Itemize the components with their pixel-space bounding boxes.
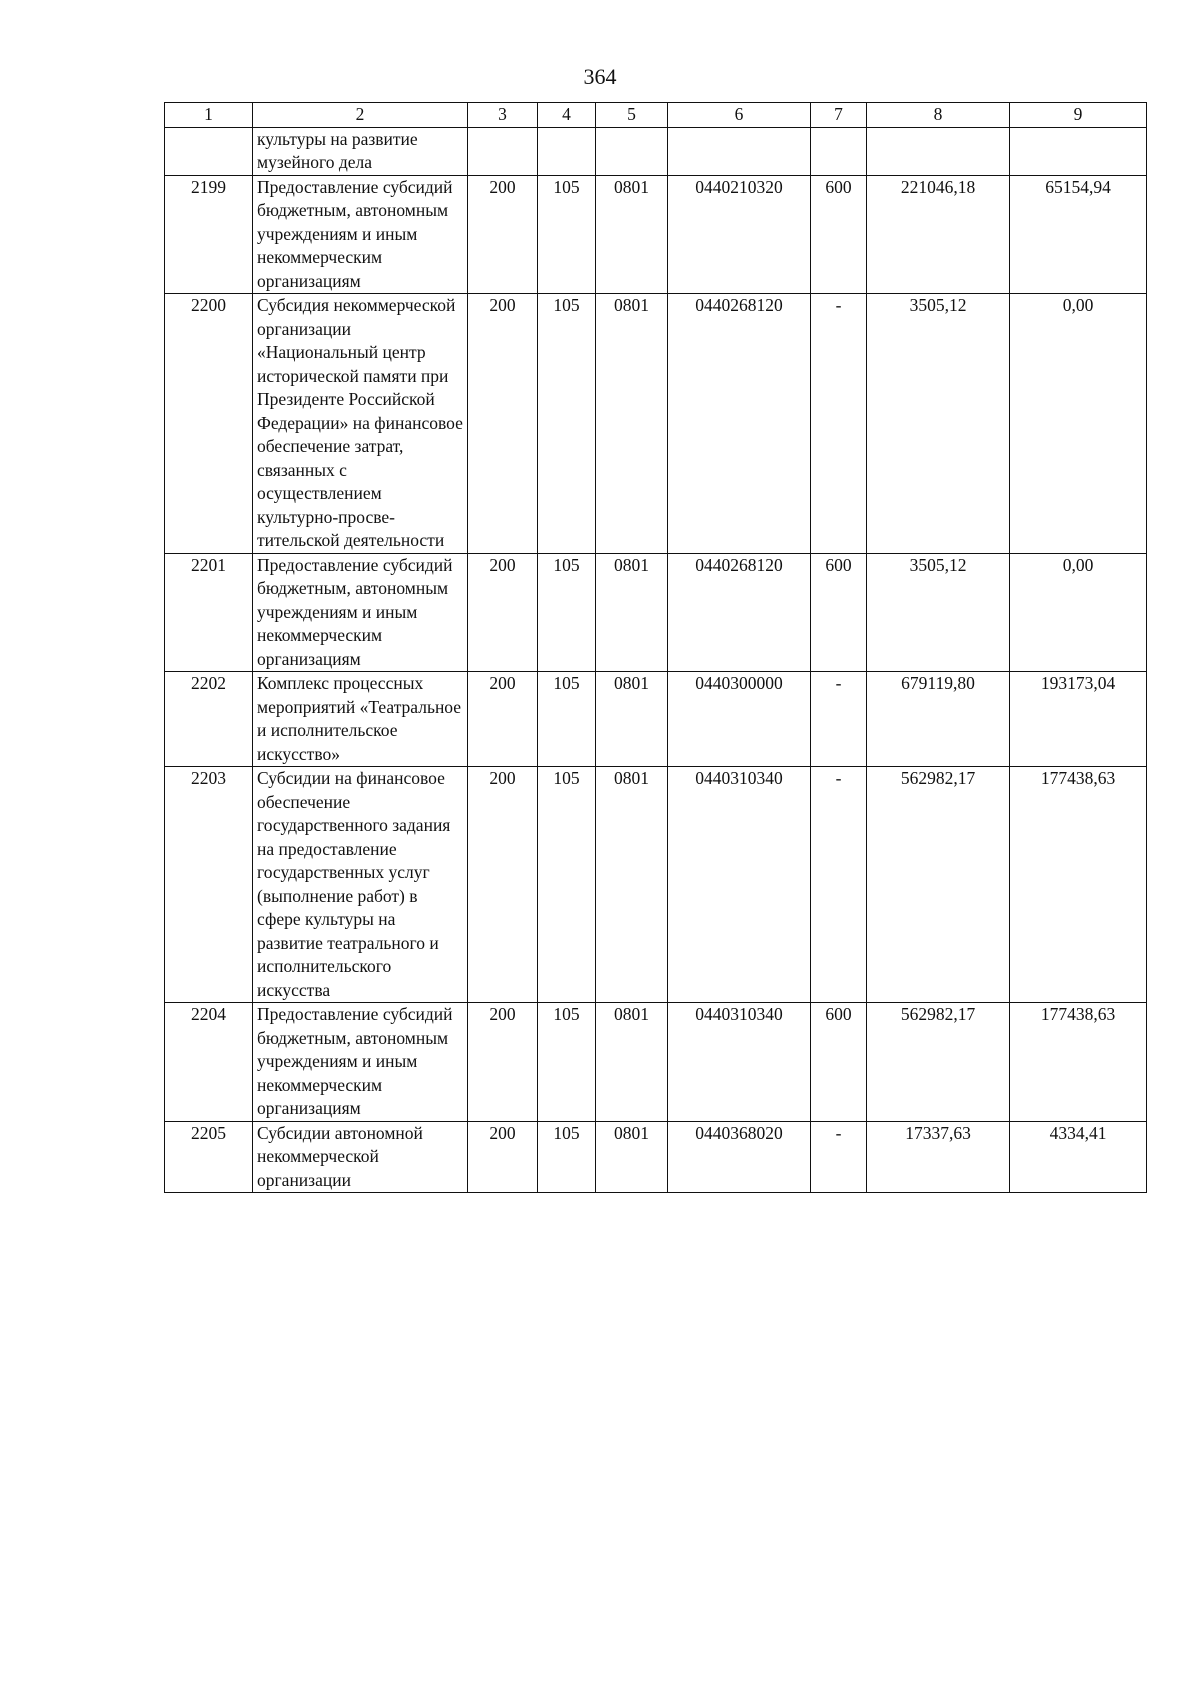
amount-cell: 177438,63 — [1010, 1003, 1147, 1122]
amount-cell: 3505,12 — [867, 553, 1010, 672]
target-article-cell — [668, 127, 811, 175]
target-article-cell: 0440268120 — [668, 553, 811, 672]
column-header: 5 — [596, 103, 668, 128]
description-cell: Субсидия некоммерческой организации «Национальный центр исторической памяти при Президенте Российской Федерации» на финансовое обеспечение затрат, связанных с осуществлением культурно-просве-тительской деятельности — [253, 294, 468, 554]
row-number-cell: 2204 — [165, 1003, 253, 1122]
description-cell: культуры на развитие музейного дела — [253, 127, 468, 175]
amount-cell: 3505,12 — [867, 294, 1010, 554]
section-cell: 0801 — [596, 1003, 668, 1122]
column-header: 9 — [1010, 103, 1147, 128]
code-cell: 105 — [538, 767, 596, 1003]
table-row — [165, 1121, 1147, 1193]
target-article-cell: 0440300000 — [668, 672, 811, 767]
code-cell: 105 — [538, 294, 596, 554]
description-cell: Предоставление субсидий бюджетным, автономным учреждениям и иным некоммерческим организациям — [253, 1003, 468, 1122]
row-number-cell: 2202 — [165, 672, 253, 767]
table-row — [165, 1003, 1147, 1122]
section-cell: 0801 — [596, 553, 668, 672]
code-cell: 200 — [468, 672, 538, 767]
code-cell: 105 — [538, 175, 596, 294]
code-cell: 200 — [468, 175, 538, 294]
amount-cell: 193173,04 — [1010, 672, 1147, 767]
code-cell: 200 — [468, 767, 538, 1003]
amount-cell: 562982,17 — [867, 1003, 1010, 1122]
description-cell: Комплекс процессных мероприятий «Театральное и исполнительское искусство» — [253, 672, 468, 767]
table-row — [165, 553, 1147, 672]
expense-type-cell: 600 — [811, 553, 867, 672]
code-cell: 200 — [468, 1121, 538, 1193]
expense-type-cell — [811, 127, 867, 175]
expense-type-cell: 600 — [811, 175, 867, 294]
amount-cell: 177438,63 — [1010, 767, 1147, 1003]
column-header: 3 — [468, 103, 538, 128]
description-cell: Предоставление субсидий бюджетным, автономным учреждениям и иным некоммерческим организациям — [253, 175, 468, 294]
description-cell: Субсидии автономной некоммерческой организации — [253, 1121, 468, 1193]
target-article-cell: 0440210320 — [668, 175, 811, 294]
amount-cell — [1010, 127, 1147, 175]
amount-cell: 4334,41 — [1010, 1121, 1147, 1193]
code-cell — [538, 127, 596, 175]
amount-cell: 679119,80 — [867, 672, 1010, 767]
section-cell: 0801 — [596, 294, 668, 554]
row-number-cell: 2201 — [165, 553, 253, 672]
amount-cell: 17337,63 — [867, 1121, 1010, 1193]
code-cell: 200 — [468, 553, 538, 672]
amount-cell: 0,00 — [1010, 553, 1147, 672]
table-row — [165, 672, 1147, 767]
budget-table — [164, 102, 1147, 1193]
header-row — [165, 103, 1147, 128]
expense-type-cell: - — [811, 1121, 867, 1193]
target-article-cell: 0440268120 — [668, 294, 811, 554]
row-number-cell — [165, 127, 253, 175]
section-cell: 0801 — [596, 767, 668, 1003]
table-row — [165, 294, 1147, 554]
table-row — [165, 175, 1147, 294]
section-cell: 0801 — [596, 672, 668, 767]
column-header: 2 — [253, 103, 468, 128]
description-cell: Субсидии на финансовое обеспечение государственного задания на предоставление государственных услуг (выполнение работ) в сфере культуры на развитие театрального и исполнительского искусства — [253, 767, 468, 1003]
code-cell: 105 — [538, 672, 596, 767]
amount-cell: 65154,94 — [1010, 175, 1147, 294]
description-cell: Предоставление субсидий бюджетным, автономным учреждениям и иным некоммерческим организациям — [253, 553, 468, 672]
expense-type-cell: - — [811, 294, 867, 554]
column-header: 4 — [538, 103, 596, 128]
target-article-cell: 0440310340 — [668, 767, 811, 1003]
target-article-cell: 0440368020 — [668, 1121, 811, 1193]
amount-cell: 221046,18 — [867, 175, 1010, 294]
column-header: 6 — [668, 103, 811, 128]
expense-type-cell: - — [811, 767, 867, 1003]
code-cell: 200 — [468, 294, 538, 554]
section-cell: 0801 — [596, 1121, 668, 1193]
section-cell: 0801 — [596, 175, 668, 294]
code-cell: 105 — [538, 1121, 596, 1193]
expense-type-cell: 600 — [811, 1003, 867, 1122]
column-header: 8 — [867, 103, 1010, 128]
amount-cell: 562982,17 — [867, 767, 1010, 1003]
target-article-cell: 0440310340 — [668, 1003, 811, 1122]
page-number: 364 — [583, 64, 617, 89]
row-number-cell: 2200 — [165, 294, 253, 554]
column-header: 1 — [165, 103, 253, 128]
expense-type-cell: - — [811, 672, 867, 767]
code-cell: 105 — [538, 553, 596, 672]
table-row — [165, 767, 1147, 1003]
code-cell — [468, 127, 538, 175]
row-number-cell: 2199 — [165, 175, 253, 294]
code-cell: 105 — [538, 1003, 596, 1122]
section-cell — [596, 127, 668, 175]
code-cell: 200 — [468, 1003, 538, 1122]
row-number-cell: 2205 — [165, 1121, 253, 1193]
table-row — [165, 127, 1147, 175]
amount-cell — [867, 127, 1010, 175]
amount-cell: 0,00 — [1010, 294, 1147, 554]
column-header: 7 — [811, 103, 867, 128]
row-number-cell: 2203 — [165, 767, 253, 1003]
